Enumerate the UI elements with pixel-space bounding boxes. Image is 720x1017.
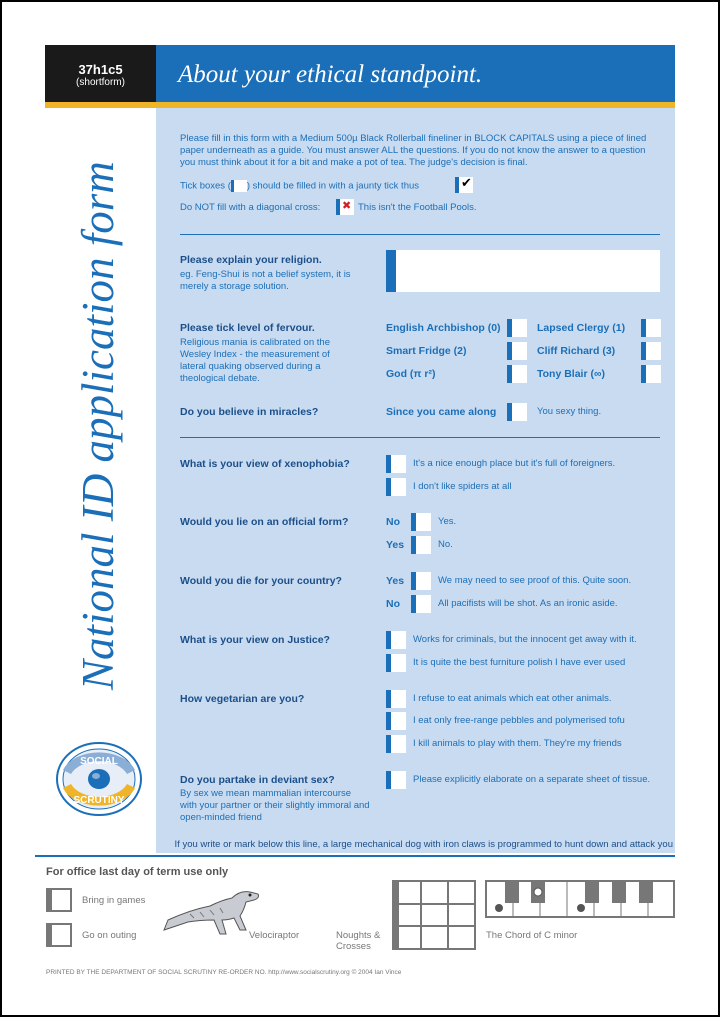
office-checkbox-games[interactable] — [46, 888, 72, 912]
die-answer-1: We may need to see proof of this. Quite soon. — [438, 575, 632, 586]
form-code: 37h1c5 — [78, 62, 123, 77]
checkbox-fridge[interactable] — [507, 342, 527, 360]
seal-bottom-text: SCRUTINY — [73, 795, 125, 806]
divider — [180, 437, 660, 438]
page-title: About your ethical standpoint. — [156, 45, 675, 102]
office-title: For office last day of term use only — [46, 866, 229, 878]
xenophobia-answer-1: It's a nice enough place but it's full of foreigners. — [413, 458, 616, 469]
xenophobia-answer-2: I don't like spiders at all — [413, 481, 512, 492]
tick-example — [455, 177, 473, 193]
noughts-crosses-label: Noughts & Crosses — [336, 930, 381, 952]
social-scrutiny-logo — [55, 740, 143, 818]
tick-instruction — [180, 180, 419, 193]
religion-question: Please explain your religion. — [180, 254, 322, 266]
warning-text: If you write or mark below this line, a large mechanical dog with iron claws is programmed to hunt down and attack you — [174, 839, 673, 850]
fervour-opt-blair: Tony Blair (∞) — [537, 368, 605, 380]
miracles-option: Since you came along — [386, 406, 497, 418]
justice-question: What is your view on Justice? — [180, 634, 330, 646]
checkbox-blair[interactable] — [641, 365, 661, 383]
form-code-box — [45, 45, 156, 102]
lie-option-2: Yes — [386, 539, 405, 551]
miracles-question: Do you believe in miracles? — [180, 406, 319, 418]
fervour-opt-god: God (π r²) — [386, 368, 436, 380]
justice-answer-1: Works for criminals, but the innocent get away with it. — [413, 634, 637, 645]
piano-keys-icon — [485, 880, 675, 918]
die-question: Would you die for your country? — [180, 575, 342, 587]
cross-icon: ✖ — [342, 200, 352, 212]
checkbox-cliff[interactable] — [641, 342, 661, 360]
checkbox-veg-1[interactable] — [386, 690, 406, 708]
form-code-sub: (shortform) — [76, 77, 125, 88]
tick-pre: Tick boxes ( — [180, 180, 231, 192]
deviant-note: By sex we mean mammalian intercourse with your partner or their slightly immoral and open-minded friend — [180, 788, 370, 823]
cross-post: This isn't the Football Pools. — [358, 202, 477, 213]
tick-icon: ✔ — [461, 175, 472, 190]
lie-answer-2: No. — [438, 539, 453, 550]
fervour-note: Religious mania is calibrated on the Wesley Index - the measurement of lateral quaking observed during a theological debate. — [180, 337, 330, 384]
veg-answer-3: I kill animals to play with them. They're my friends — [413, 738, 622, 749]
intro-text: Please fill in this form with a Medium 500µ Black Rollerball fineliner in BLOCK CAPITALS using a piece of lined paper underneath as a guide. You must answer ALL the questions. If you do not know the answer to a question you must think about it for a bit and make a pot of tea. The judge's decision is final. — [180, 133, 647, 168]
office-outing-label: Go on outing — [82, 930, 137, 941]
veg-answer-2: I eat only free-range pebbles and polymerised tofu — [413, 715, 625, 726]
fervour-question: Please tick level of fervour. — [180, 322, 315, 334]
checkbox-xenophobia-2[interactable] — [386, 478, 406, 496]
office-divider — [35, 855, 675, 857]
side-title: National ID application form — [73, 161, 123, 690]
tick-box-example — [231, 180, 247, 192]
die-option-1: Yes — [386, 575, 405, 587]
lie-question: Would you lie on an official form? — [180, 516, 349, 528]
justice-answer-2: It is quite the best furniture polish I have ever used — [413, 657, 626, 668]
fervour-opt-fridge: Smart Fridge (2) — [386, 345, 467, 357]
noughts-crosses-grid[interactable] — [392, 880, 476, 950]
divider — [180, 234, 660, 235]
tick-post: ) should be filled in with a jaunty tick thus — [246, 180, 420, 192]
checkbox-justice-1[interactable] — [386, 631, 406, 649]
checkbox-die-2[interactable] — [411, 595, 431, 613]
fervour-opt-lapsed: Lapsed Clergy (1) — [537, 322, 626, 334]
die-answer-2: All pacifists will be shot. As an ironic aside. — [438, 598, 618, 609]
seal-top-text: SOCIAL — [80, 756, 118, 767]
checkbox-justice-2[interactable] — [386, 654, 406, 672]
checkbox-deviant[interactable] — [386, 771, 406, 789]
checkbox-veg-2[interactable] — [386, 712, 406, 730]
checkbox-god[interactable] — [507, 365, 527, 383]
checkbox-die-1[interactable] — [411, 572, 431, 590]
religion-note: eg. Feng-Shui is not a belief system, it is merely a storage solution. — [180, 269, 351, 292]
miracles-answer: You sexy thing. — [537, 406, 602, 417]
office-checkbox-outing[interactable] — [46, 923, 72, 947]
veg-answer-1: I refuse to eat animals which eat other animals. — [413, 693, 612, 704]
chord-label: The Chord of C minor — [486, 930, 578, 941]
deviant-question: Do you partake in deviant sex? — [180, 774, 335, 786]
fervour-opt-archbishop: English Archbishop (0) — [386, 322, 501, 334]
checkbox-miracles[interactable] — [507, 403, 527, 421]
cross-pre: Do NOT fill with a diagonal cross: — [180, 202, 321, 213]
checkbox-lapsed[interactable] — [641, 319, 661, 337]
vegetarian-question: How vegetarian are you? — [180, 693, 305, 705]
checkbox-veg-3[interactable] — [386, 735, 406, 753]
fervour-opt-cliff: Cliff Richard (3) — [537, 345, 616, 357]
footer-text: PRINTED BY THE DEPARTMENT OF SOCIAL SCRUTINY RE-ORDER NO. http://www.socialscrutiny.org © 2004 Ian Vince — [46, 969, 402, 976]
velociraptor-label: Velociraptor — [249, 930, 300, 941]
xenophobia-question: What is your view of xenophobia? — [180, 458, 350, 470]
checkbox-lie-2[interactable] — [411, 536, 431, 554]
lie-option-1: No — [386, 516, 400, 528]
checkbox-lie-1[interactable] — [411, 513, 431, 531]
die-option-2: No — [386, 598, 400, 610]
lie-answer-1: Yes. — [438, 516, 457, 527]
checkbox-xenophobia-1[interactable] — [386, 455, 406, 473]
checkbox-archbishop[interactable] — [507, 319, 527, 337]
office-games-label: Bring in games — [82, 895, 146, 906]
religion-answer-field[interactable] — [386, 250, 660, 292]
cross-example — [336, 199, 354, 215]
deviant-answer: Please explicitly elaborate on a separate sheet of tissue. — [413, 774, 651, 785]
